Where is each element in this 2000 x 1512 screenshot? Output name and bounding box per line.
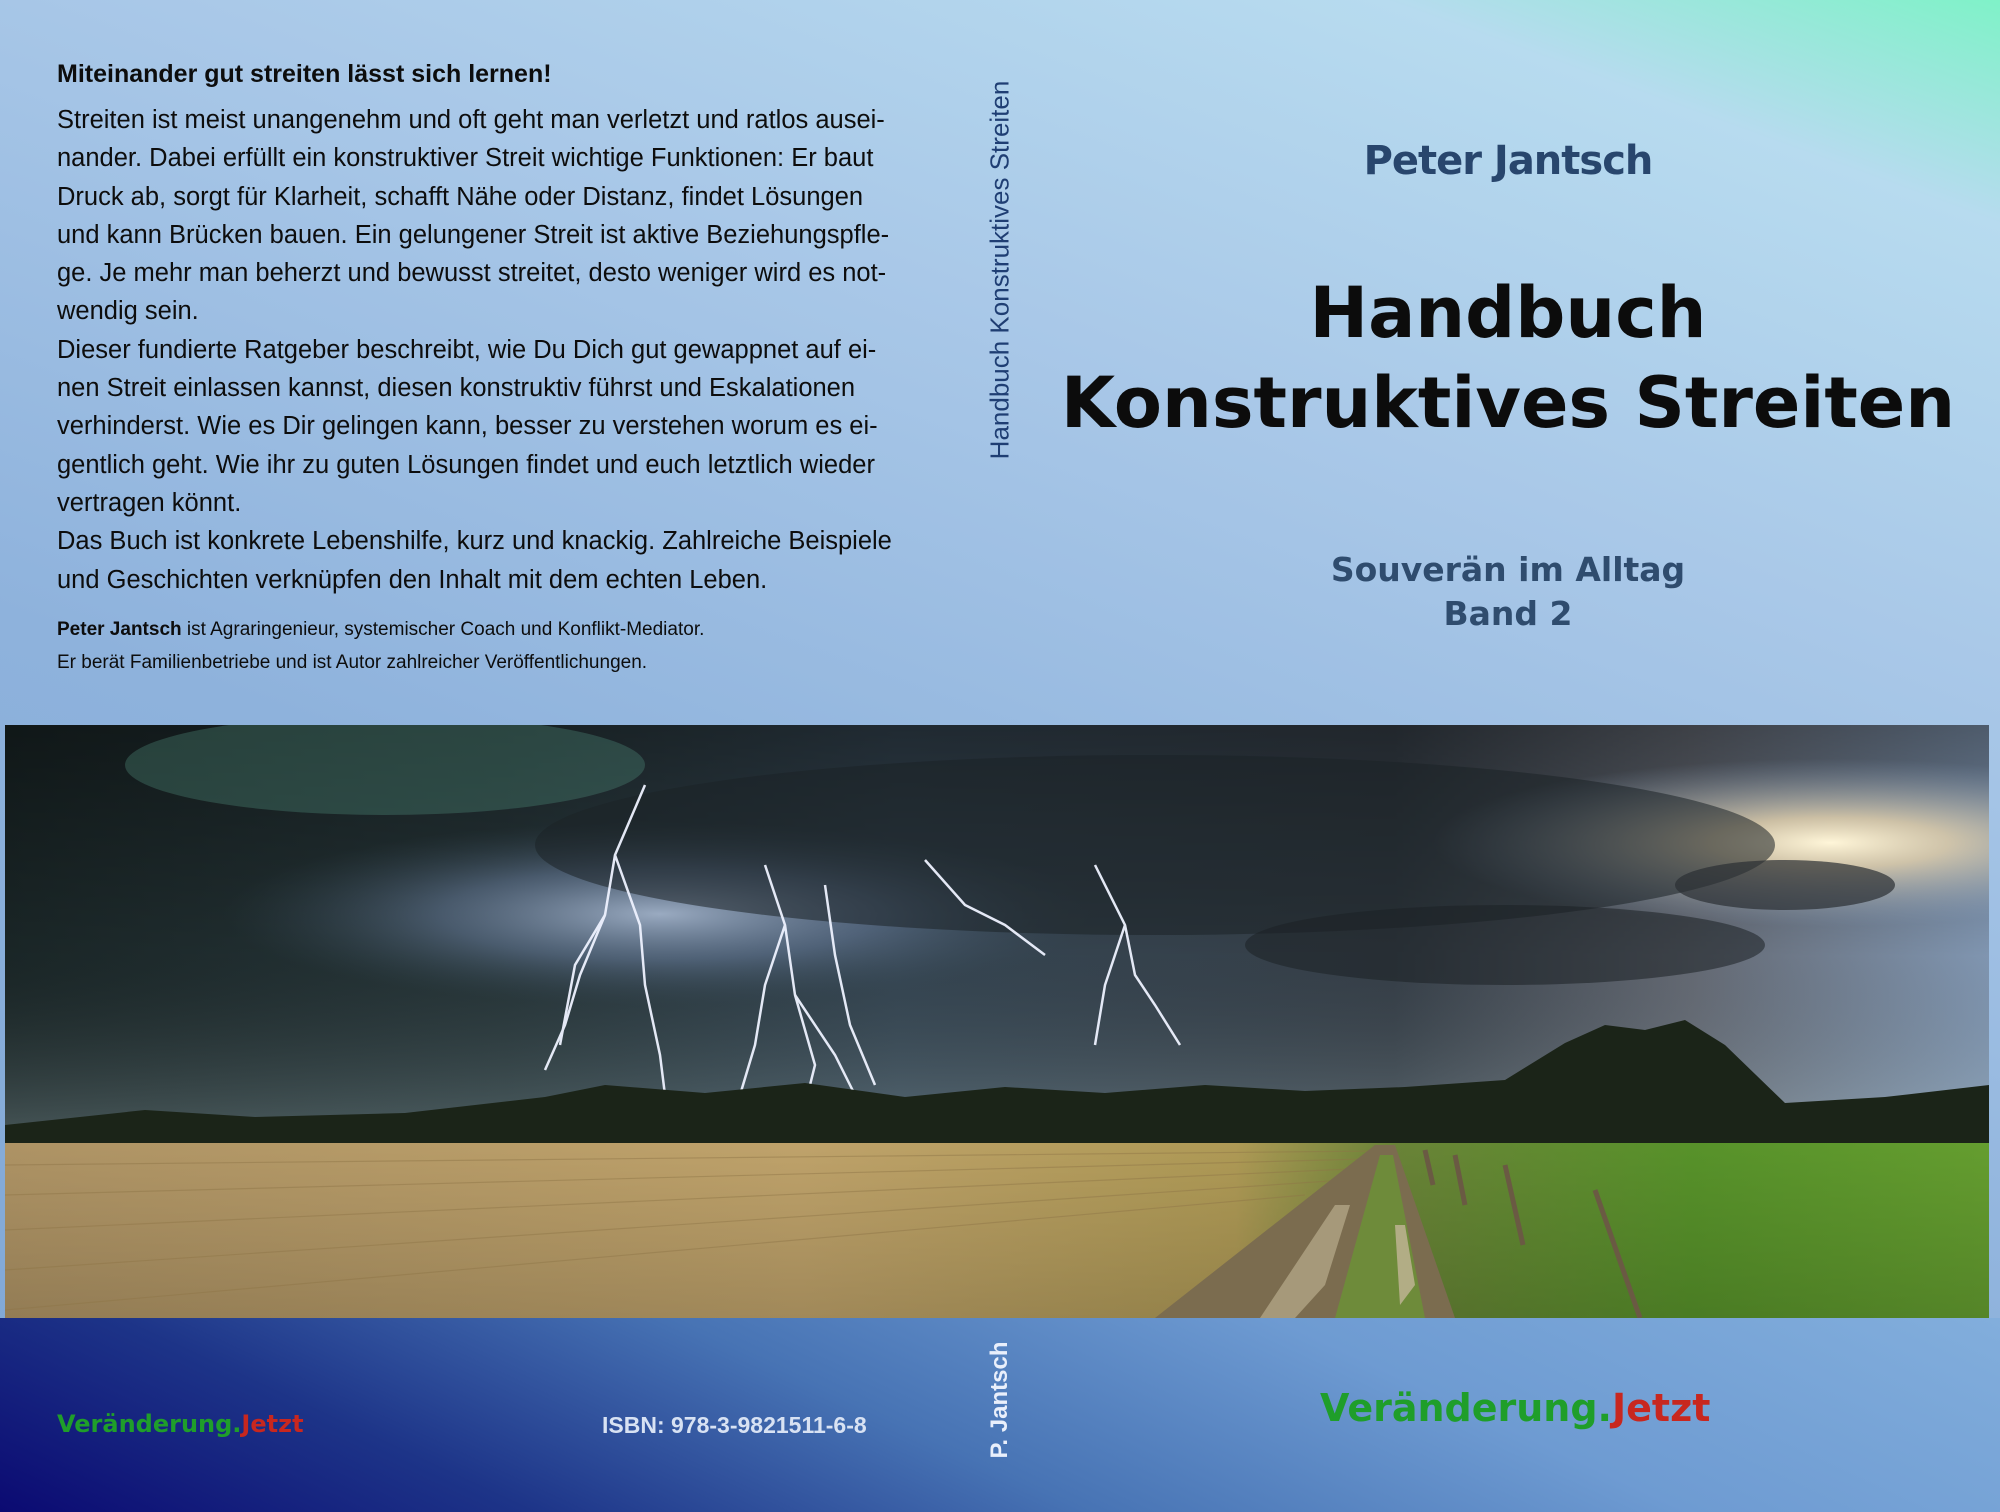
body-line: Dieser fundierte Ratgeber beschreibt, wie Du Dich gut gewappnet auf ei- [57,335,877,364]
bio-name: Peter Jantsch [57,618,182,640]
body-line: wendig sein. [57,297,199,326]
body-line: gentlich geht. Wie ihr zu guten Lösungen findet und euch letztlich wieder [57,450,875,479]
publisher-logo-back [57,1410,304,1438]
title-line-1: Handbuch [1309,272,1707,354]
spine-title: Handbuch Konstruktives Streiten [984,80,1015,460]
logo-part-1: Veränderung. [57,1410,242,1438]
body-line: Druck ab, sorgt für Klarheit, schafft Nähe oder Distanz, findet Lösungen [57,182,864,211]
spine-author: P. Jantsch [986,1341,1013,1459]
bio-line-2: Er berät Familienbetriebe und ist Autor zahlreicher Veröffentlichungen. [57,651,648,673]
body-line: und kann Brücken bauen. Ein gelungener Streit ist aktive Beziehungspfle- [57,220,890,249]
body-line: Das Buch ist konkrete Lebenshilfe, kurz und knackig. Zahlreiche Beispiele [57,527,892,556]
back-body [57,101,927,599]
storm-landscape-image [5,725,1989,1318]
logo-part-1: Veränderung. [1320,1386,1612,1430]
isbn: ISBN: 978-3-9821511-6-8 [602,1412,867,1438]
body-line: ge. Je mehr man beherzt und bewusst streitet, desto weniger wird es not- [57,259,887,288]
title-line-2: Konstruktives Streiten [1060,362,1956,444]
body-line: nen Streit einlassen kannst, diesen konstruktiv führst und Eskalationen [57,374,856,403]
body-line: vertragen könnt. [57,488,242,517]
front-title [1061,268,1955,448]
logo-part-2: Jetzt [241,1410,304,1438]
series-name: Souverän im Alltag [1330,550,1686,589]
publisher-logo-front [1320,1386,1710,1430]
author-bio [57,613,927,679]
series-info [1331,548,1685,636]
series-volume: Band 2 [1443,594,1573,633]
body-line: verhinderst. Wie es Dir gelingen kann, besser zu verstehen worum es ei- [57,412,878,441]
body-line: nander. Dabei erfüllt ein konstruktiver Streit wichtige Funktionen: Er baut [57,144,874,173]
bio-text: ist Agraringenieur, systemischer Coach und Konflikt-Mediator. [181,618,705,640]
logo-part-2: Jetzt [1612,1386,1711,1430]
back-cover-text [57,60,927,679]
back-heading: Miteinander gut streiten lässt sich lernen! [57,60,552,88]
body-line: und Geschichten verknüpfen den Inhalt mit dem echten Leben. [57,565,768,594]
front-author: Peter Jantsch [1363,138,1653,184]
body-line: Streiten ist meist unangenehm und oft geht man verletzt und ratlos ausei- [57,106,885,134]
bio-line-1 [57,613,927,646]
